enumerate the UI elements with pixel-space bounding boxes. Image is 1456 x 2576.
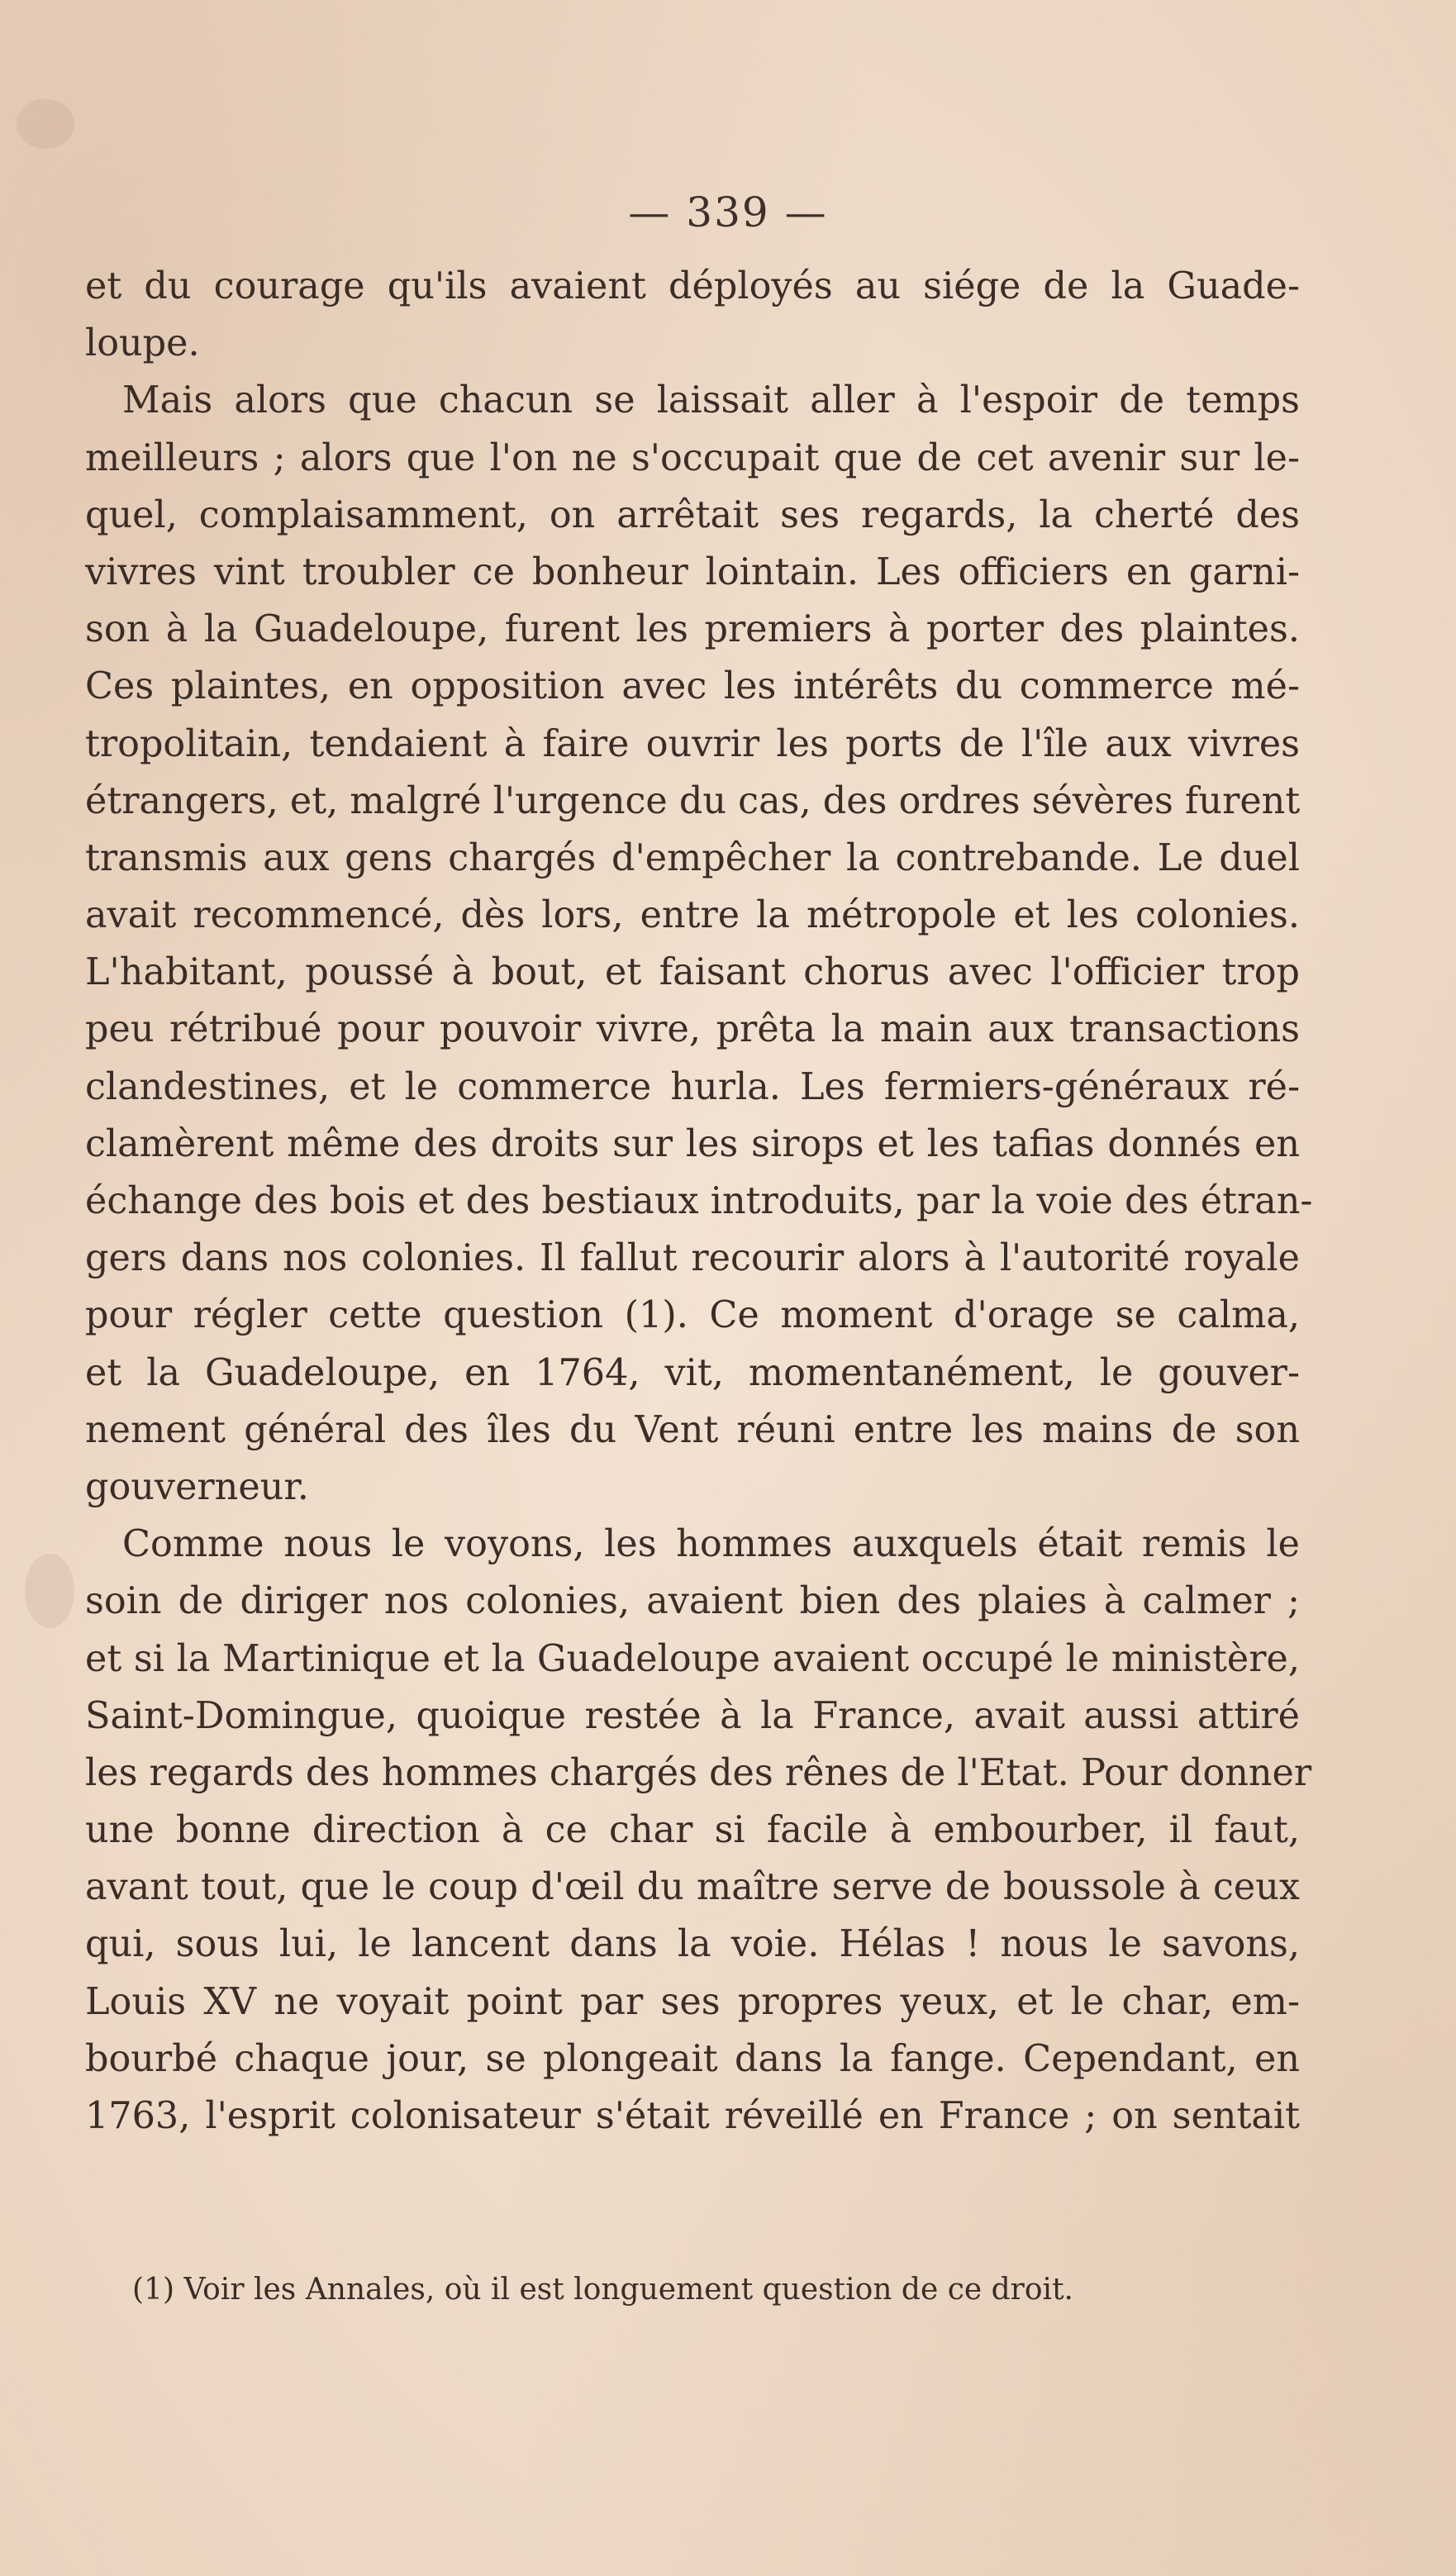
text-line: soin de diriger nos colonies, avaient bien des plaies à calmer ; <box>85 1580 1300 1623</box>
text-line: et du courage qu'ils avaient déployés au siége de la Guade- <box>85 265 1300 307</box>
text-line: Mais alors que chacun se laissait aller à l'espoir de temps <box>122 379 1300 422</box>
text-line: échange des bois et des bestiaux introduits, par la voie des étran- <box>85 1180 1313 1222</box>
text-line: et si la Martinique et la Guadeloupe avaient occupé le ministère, <box>85 1637 1300 1680</box>
text-line: vivres vint troubler ce bonheur lointain. Les officiers en garni- <box>85 550 1300 593</box>
text-line: quel, complaisamment, on arrêtait ses regards, la cherté des <box>85 493 1300 536</box>
text-line: une bonne direction à ce char si facile à embourber, il faut, <box>85 1809 1300 1852</box>
text-line: avait recommencé, dès lors, entre la métropole et les colonies. <box>85 894 1300 937</box>
text-line: tropolitain, tendaient à faire ouvrir les ports de l'île aux vivres <box>85 722 1300 765</box>
footnote: (1) Voir les Annales, où il est longuement question de ce droit. <box>132 2273 1073 2307</box>
text-line: clamèrent même des droits sur les sirops et les tafias donnés en <box>85 1122 1300 1165</box>
text-line: qui, sous lui, le lancent dans la voie. Hélas ! nous le savons, <box>85 1923 1300 1966</box>
paper-stain <box>17 99 74 149</box>
text-line: pour régler cette question (1). Ce moment d'orage se calma, <box>85 1294 1300 1337</box>
text-line: Louis XV ne voyait point par ses propres yeux, et le char, em- <box>85 1980 1300 2023</box>
text-line: son à la Guadeloupe, furent les premiers à porter des plaintes. <box>85 608 1300 651</box>
paper-stain <box>25 1554 74 1628</box>
text-line: Saint-Domingue, quoique restée à la France, avait aussi attiré <box>85 1694 1300 1737</box>
text-line: loupe. <box>85 322 200 365</box>
text-line: L'habitant, poussé à bout, et faisant chorus avec l'officier trop <box>85 951 1300 994</box>
page-number: — 339 — <box>628 188 828 236</box>
text-line: peu rétribué pour pouvoir vivre, prêta la main aux transactions <box>85 1008 1300 1051</box>
text-line: et la Guadeloupe, en 1764, vit, momentanément, le gouver- <box>85 1351 1300 1394</box>
text-line: étrangers, et, malgré l'urgence du cas, des ordres sévères furent <box>85 779 1301 822</box>
body-text <box>85 258 1313 2145</box>
text-line: Comme nous le voyons, les hommes auxquels était remis le <box>122 1523 1300 1566</box>
text-line: meilleurs ; alors que l'on ne s'occupait que de cet avenir sur le- <box>85 436 1300 479</box>
text-line: clandestines, et le commerce hurla. Les fermiers-généraux ré- <box>85 1065 1300 1108</box>
text-line: gers dans nos colonies. Il fallut recourir alors à l'autorité royale <box>85 1237 1300 1280</box>
text-line: gouverneur. <box>85 1465 309 1508</box>
text-line: avant tout, que le coup d'œil du maître serve de boussole à ceux <box>85 1866 1300 1909</box>
text-line: 1763, l'esprit colonisateur s'était réveillé en France ; on sentait <box>85 2095 1300 2137</box>
text-line: nement général des îles du Vent réuni entre les mains de son <box>85 1408 1300 1451</box>
text-line: Ces plaintes, en opposition avec les intérêts du commerce mé- <box>85 665 1300 708</box>
text-line: bourbé chaque jour, se plongeait dans la fange. Cependant, en <box>85 2037 1300 2080</box>
text-line: transmis aux gens chargés d'empêcher la contrebande. Le duel <box>85 836 1300 879</box>
text-line: les regards des hommes chargés des rênes de l'Etat. Pour donner <box>85 1751 1312 1794</box>
